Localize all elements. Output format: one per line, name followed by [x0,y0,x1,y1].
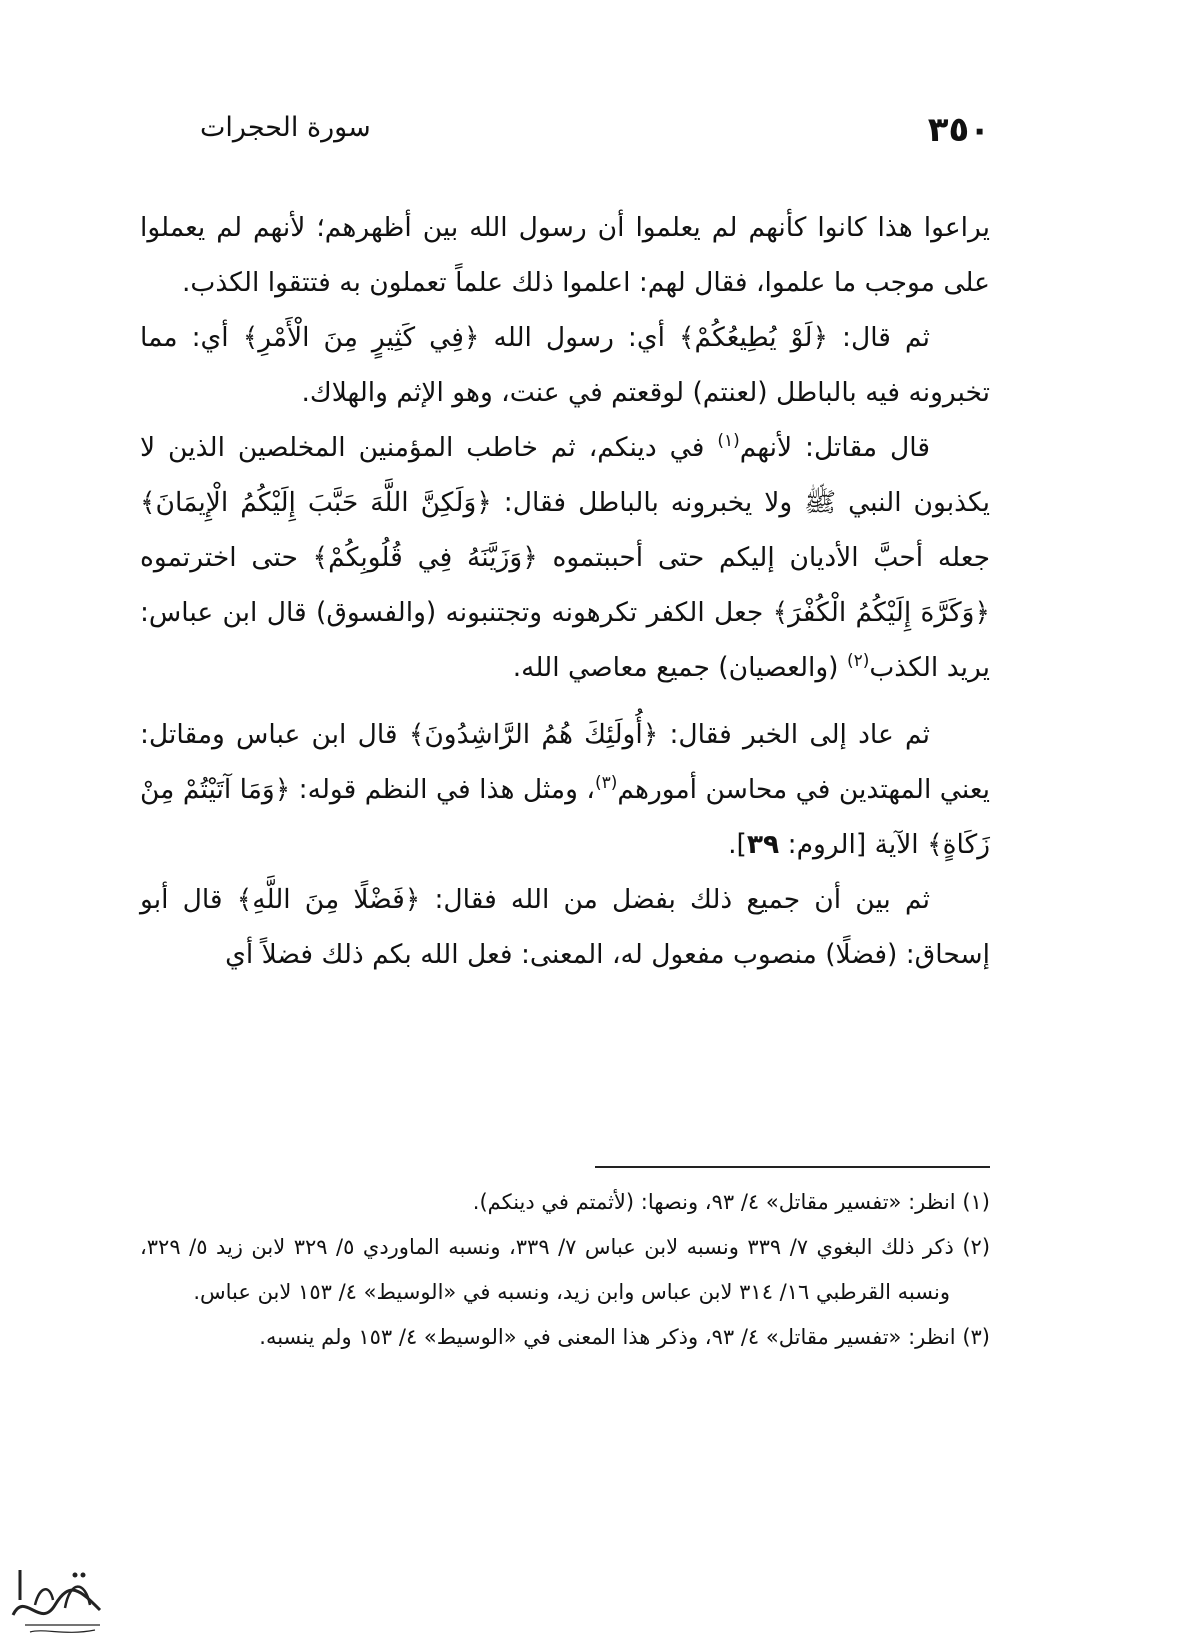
footnote-marker[interactable]: (٢) [846,651,870,671]
paragraph-text: ، ومثل هذا في النظم قوله: [290,774,595,805]
footnote-divider [595,1166,990,1168]
surah-name: سورة الحجرات [200,112,371,143]
paragraph-text: في دينكم، ثم خاطب المؤمنين المخلصين الذين لا يكذبون النبي ﷺ ولا يخبرونه بالباطل فقال: [140,432,990,518]
paragraph-2 [140,310,990,420]
footnote-marker[interactable]: (١) [717,431,740,451]
paragraph-text: يراعوا هذا كانوا كأنهم لم يعلموا أن رسول الله بين أظهرهم؛ لأنهم لم يعملوا على موجب ما علموا، فقال لهم: اعلموا ذلك علماً تعملون به فتتقوا الكذب. [140,212,990,298]
paragraph-text: ثم بين أن جميع ذلك بفضل من الله فقال: [420,884,930,915]
quran-verse: ﴿وَلَكِنَّ اللَّهَ حَبَّبَ إِلَيْكُمُ الْإِيمَانَ﴾ [140,487,492,518]
paragraph-text: ثم عاد إلى الخبر فقال: [658,719,930,750]
paragraph-text: قال أبو إسحاق: (فضلًا) منصوب مفعول له، المعنى: فعل الله بكم ذلك فضلاً أي [140,884,990,970]
quran-verse: ﴿وَزَيَّنَهُ فِي قُلُوبِكُمْ﴾ [312,542,538,573]
paragraph-text: ]. [728,829,747,860]
main-text [140,200,990,982]
paragraph-text: جعل الكفر تكرهونه وتجتنبونه (والفسوق) قال ابن عباس: يريد الكذب [140,597,990,683]
quran-verse: ﴿لَوْ يُطِيعُكُمْ﴾ [678,322,828,353]
quran-verse: ﴿فِي كَثِيرٍ مِنَ الْأَمْرِ﴾ [242,322,480,353]
paragraph-4 [140,707,990,872]
verse-reference-number: ٣٩ [746,829,780,860]
footnote-marker[interactable]: (٣) [594,773,618,793]
footnote-2: (٢) ذكر ذلك البغوي ٧/ ٣٣٩ ونسبه لابن عباس ٧/ ٣٣٩، ونسبه الماوردي ٥/ ٣٢٩ لابن زيد ٥/ ٣٢٩، ونسبه القرطبي ١٦/ ٣١٤ لابن عباس وابن زيد، ونسبه في «الوسيط» ٤/ ١٥٣ لابن عباس. [140,1235,991,1304]
paragraph-text: الآية [الروم: [779,829,928,860]
paragraph-text: أي: رسول الله [479,322,679,353]
paragraph-text: قال مقاتل: لأنهم [739,432,930,463]
paragraph-text: قال ابن عباس ومقاتل: يعني المهتدين في محاسن أمورهم [140,719,990,805]
quran-verse: ﴿فَضْلًا مِنَ اللَّهِ﴾ [236,884,421,915]
paragraph-5 [140,872,990,982]
quran-verse: ﴿وَمَا آتَيْتُمْ مِنْ زَكَاةٍ﴾ [140,774,990,860]
paragraph-text: حتى اخترتموه [140,542,313,573]
quran-verse: ﴿أُولَئِكَ هُمُ الرَّاشِدُونَ﴾ [408,719,659,750]
calligraphy-logo-icon [5,1560,115,1640]
footnotes [140,1180,990,1360]
paragraph-text: جعله أحبَّ الأديان إليكم حتى أحببتموه [537,542,990,573]
page-header [200,110,990,160]
paragraph-text: (والعصيان) جميع معاصي الله. [512,652,847,683]
footnote-3: (٣) انظر: «تفسير مقاتل» ٤/ ٩٣، وذكر هذا المعنى في «الوسيط» ٤/ ١٥٣ ولم ينسبه. [259,1325,990,1349]
paragraph-text: ثم قال: [827,322,930,353]
quran-verse: ﴿وَكَرَّهَ إِلَيْكُمُ الْكُفْرَ﴾ [772,597,990,628]
page-number: ٣٥٠ [927,110,990,150]
paragraph-1 [140,200,990,310]
paragraph-3 [140,420,990,695]
footnote-1: (١) انظر: «تفسير مقاتل» ٤/ ٩٣، ونصها: (لأثمتم في دينكم). [472,1190,990,1214]
paragraph-text: أي: مما تخبرونه فيه بالباطل (لعنتم) لوقعتم في عنت، وهو الإثم والهلاك. [140,322,990,408]
